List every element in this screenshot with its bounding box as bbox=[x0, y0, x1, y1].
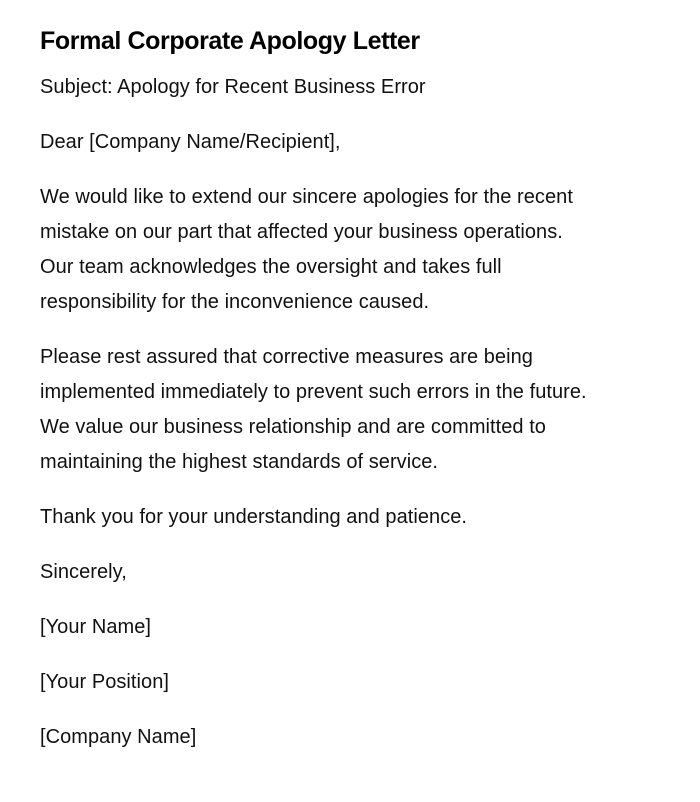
signature-position: [Your Position] bbox=[40, 671, 169, 693]
sign-off: Sincerely, bbox=[40, 561, 127, 583]
paragraph-line: implemented immediately to prevent such errors in the future. bbox=[40, 381, 587, 403]
paragraph-line: responsibility for the inconvenience caused. bbox=[40, 291, 430, 313]
body-paragraph-1 bbox=[40, 180, 660, 320]
paragraph-line: We would like to extend our sincere apologies for the recent bbox=[40, 186, 573, 208]
paragraph-line: Our team acknowledges the oversight and takes full bbox=[40, 256, 502, 278]
letter-title: Formal Corporate Apology Letter bbox=[40, 27, 420, 55]
paragraph-line: We value our business relationship and are committed to bbox=[40, 416, 546, 438]
salutation: Dear [Company Name/Recipient], bbox=[40, 131, 341, 153]
signature-name: [Your Name] bbox=[40, 616, 151, 638]
closing-thanks: Thank you for your understanding and patience. bbox=[40, 506, 468, 528]
paragraph-line: Please rest assured that corrective measures are being bbox=[40, 346, 533, 368]
paragraph-line: mistake on our part that affected your business operations. bbox=[40, 221, 563, 243]
paragraph-line: maintaining the highest standards of service. bbox=[40, 451, 439, 473]
body-paragraph-2 bbox=[40, 340, 660, 480]
signature-company: [Company Name] bbox=[40, 726, 197, 748]
subject-line: Subject: Apology for Recent Business Error bbox=[40, 76, 426, 98]
